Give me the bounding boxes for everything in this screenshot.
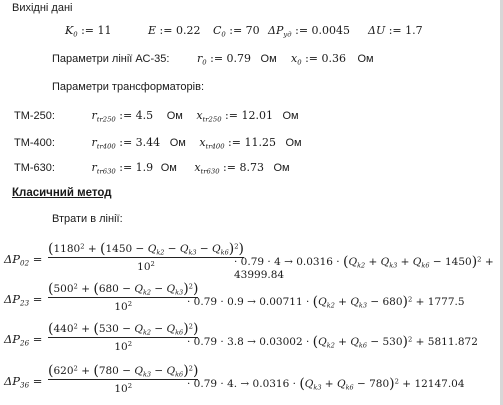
r0-value: := 0.79 bbox=[210, 52, 252, 65]
transformer-name: ТМ-250: bbox=[14, 110, 55, 122]
e-value: := 0.22 bbox=[159, 24, 201, 37]
section-header: Вихідні дані bbox=[12, 2, 73, 14]
c0-subscript: 0 bbox=[221, 30, 226, 39]
c0-value: := 70 bbox=[229, 24, 260, 37]
r-subscript: tr630 bbox=[96, 167, 116, 176]
x-unit: Ом bbox=[273, 162, 290, 174]
transformer-name: ТМ-630: bbox=[14, 162, 55, 174]
line-r0 bbox=[197, 52, 277, 66]
param-e bbox=[148, 24, 200, 37]
r0-symbol: r bbox=[197, 52, 203, 65]
line-params-label: Параметри лінії АС-35: bbox=[52, 53, 170, 65]
equation-lhs: $\Delta P_{02}$ = bbox=[4, 252, 43, 268]
param-dp-ud bbox=[268, 24, 350, 38]
x-symbol: x bbox=[199, 136, 206, 149]
dp-symbol: ΔP bbox=[268, 24, 284, 37]
du-symbol: ΔU bbox=[368, 24, 386, 37]
x0-value: := 0.36 bbox=[305, 52, 346, 65]
r-unit: Ом bbox=[169, 137, 186, 149]
equation-numerator: $(500^2 + (680 - Q_{k2} - Q_{k3})^2)$ bbox=[48, 281, 199, 297]
r-value: := 4.5 bbox=[119, 109, 154, 122]
equation-denominator: $10^2$ bbox=[114, 382, 133, 396]
transformer-name: ТМ-400: bbox=[14, 137, 55, 149]
k0-symbol: K bbox=[65, 24, 74, 37]
x-unit: Ом bbox=[282, 110, 299, 122]
c0-symbol: C bbox=[213, 24, 222, 37]
x-subscript: tr400 bbox=[205, 142, 225, 151]
r-value: := 1.9 bbox=[119, 161, 154, 174]
equation-numerator: $(1180^2 + (1450 - Q_{k2} - Q_{k3} - Q_{k6})^2)$ bbox=[48, 241, 245, 257]
equation-dp02 bbox=[4, 240, 500, 280]
r-value: := 3.44 bbox=[119, 136, 161, 149]
equation-denominator: $10^2$ bbox=[114, 340, 133, 354]
r-symbol: r bbox=[91, 136, 97, 149]
transformers-label: Параметри трансформаторів: bbox=[52, 81, 204, 93]
losses-label: Втрати в лінії: bbox=[52, 213, 123, 225]
param-du bbox=[368, 24, 423, 37]
equation-result: · $0.79 \cdot 3.8 \to 0.03002 \cdot (Q_{k2} + Q_{k6} - 530)^2 + 5811.872$ bbox=[187, 334, 478, 350]
equation-numerator: $(440^2 + (530 - Q_{k2} - Q_{k6})^2)$ bbox=[48, 321, 199, 337]
transformer-row bbox=[14, 161, 290, 175]
line-x0 bbox=[291, 52, 374, 66]
r-subscript: tr250 bbox=[96, 115, 116, 124]
equation-denominator: $10^2$ bbox=[114, 300, 133, 314]
param-k0 bbox=[65, 24, 111, 38]
r0-subscript: 0 bbox=[202, 58, 207, 67]
r-symbol: r bbox=[91, 161, 97, 174]
equation-result: · 0.79 · 4. → $0.0316 \cdot (Q_{k3} + Q_{k6} - 780)^2 + 12147.04$ bbox=[187, 376, 465, 392]
x-symbol: x bbox=[194, 161, 201, 174]
transformer-row bbox=[14, 109, 299, 123]
transformer-row bbox=[14, 136, 302, 150]
equation-fraction bbox=[48, 280, 198, 313]
r-unit: Ом bbox=[160, 162, 177, 174]
x-value: := 11.25 bbox=[228, 136, 276, 149]
equation-lhs: $\Delta P_{26}$ = bbox=[4, 332, 43, 348]
r0-unit: Ом bbox=[260, 53, 277, 65]
x-subscript: tr630 bbox=[200, 167, 220, 176]
r-symbol: r bbox=[91, 109, 97, 122]
r-unit: Ом bbox=[166, 110, 183, 122]
x-symbol: x bbox=[196, 109, 203, 122]
equation-dp36 bbox=[4, 362, 500, 402]
equation-dp26 bbox=[4, 320, 500, 360]
k0-subscript: 0 bbox=[73, 30, 78, 39]
equation-result: · $0.79 \cdot 0.9 \to 0.00711 \cdot (Q_{k2} + Q_{k3} - 680)^2 + 1777.5$ bbox=[187, 294, 465, 310]
equation-numerator: $(620^2 + (780 - Q_{k3} - Q_{k6})^2)$ bbox=[48, 363, 199, 379]
x0-subscript: 0 bbox=[297, 58, 302, 67]
r-subscript: tr400 bbox=[96, 142, 116, 151]
method-title: Класичний метод bbox=[12, 187, 112, 199]
x0-unit: Ом bbox=[357, 53, 374, 65]
equation-result: · $0.79 \cdot 4 \to 0.0316 \cdot (Q_{k2} + Q_{k3} + Q_{k6} - 1450)^2 + 43999.84$ bbox=[234, 254, 494, 282]
dp-subscript: уд bbox=[283, 30, 292, 39]
param-c0 bbox=[213, 24, 260, 38]
du-value: := 1.7 bbox=[388, 24, 423, 37]
equation-fraction bbox=[48, 240, 244, 273]
dp-value: := 0.0045 bbox=[295, 24, 351, 37]
x0-symbol: x bbox=[291, 52, 298, 65]
x-subscript: tr250 bbox=[202, 115, 222, 124]
k0-value: := 11 bbox=[81, 24, 112, 37]
equation-lhs: $\Delta P_{36}$ = bbox=[4, 374, 43, 390]
equation-fraction bbox=[48, 362, 198, 395]
equation-dp23 bbox=[4, 280, 500, 320]
x-value: := 12.01 bbox=[225, 109, 273, 122]
x-value: := 8.73 bbox=[223, 161, 264, 174]
equation-fraction bbox=[48, 320, 198, 353]
equation-denominator: $10^2$ bbox=[137, 260, 155, 274]
e-symbol: E bbox=[148, 24, 157, 37]
x-unit: Ом bbox=[285, 137, 302, 149]
equation-lhs: $\Delta P_{23}$ = bbox=[4, 292, 43, 308]
